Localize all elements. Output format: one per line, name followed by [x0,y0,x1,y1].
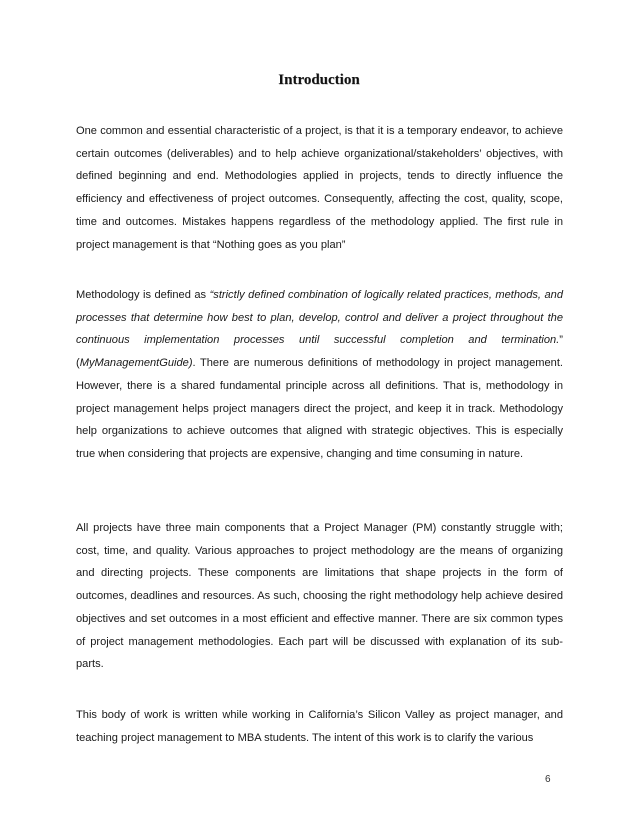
paragraph-3: All projects have three main components that a Project Manager (PM) constantly struggle with; cost, time, and quality. Various approaches to project methodology are the means of organizing and directing projects. These components are limitations that shape projects in the form of outcomes, deadlines and resources. As such, choosing the right methodology help achieve desired objectives and set outcomes in a most efficient and effective manner. There are six common types of project management methodologies. Each part will be discussed with explanation of its sub-parts. [76,522,563,671]
paragraph-2 [76,284,563,466]
citation-open: ( [76,357,80,370]
page-number: 6 [545,774,551,785]
paragraph-1: One common and essential characteristic of a project, is that it is a temporary endeavor, to achieve certain outcomes (deliverables) and to help achieve organizational/stakeholders’ objectives, with defined beginning and end. Methodologies applied in projects, tends to directly influence the efficiency and effectiveness of project outcomes. Consequently, affecting the cost, quality, scope, time and outcomes. Mistakes happens regardless of the methodology applied. The first rule in project management is that “Nothing goes as you plan” [76,125,563,251]
methodology-definition-quote: “strictly defined combination of logically related practices, methods, and processes that determine how best to plan, develop, control and deliver a project throughout the continuous implementation processes until successful completion and termination. [76,289,563,347]
paragraph-2-rest: . There are numerous definitions of methodology in project management. However, there is a shared fundamental principle across all definitions. That is, methodology in project management helps project managers direct the project, and keep it in track. Methodology help organizations to achieve outcomes that aligned with strategic objectives. This is especially true when considering that projects are expensive, changing and time consuming in nature. [76,357,563,460]
quote-close-mark: ” [559,334,563,347]
section-title: Introduction [278,72,360,88]
paragraph-4: This body of work is written while working in California’s Silicon Valley as project manager, and teaching project management to MBA students. The intent of this work is to clarify the various [76,709,563,744]
citation-source: MyManagementGuide) [79,357,193,370]
paragraph-2-intro: Methodology is defined as [76,289,210,301]
